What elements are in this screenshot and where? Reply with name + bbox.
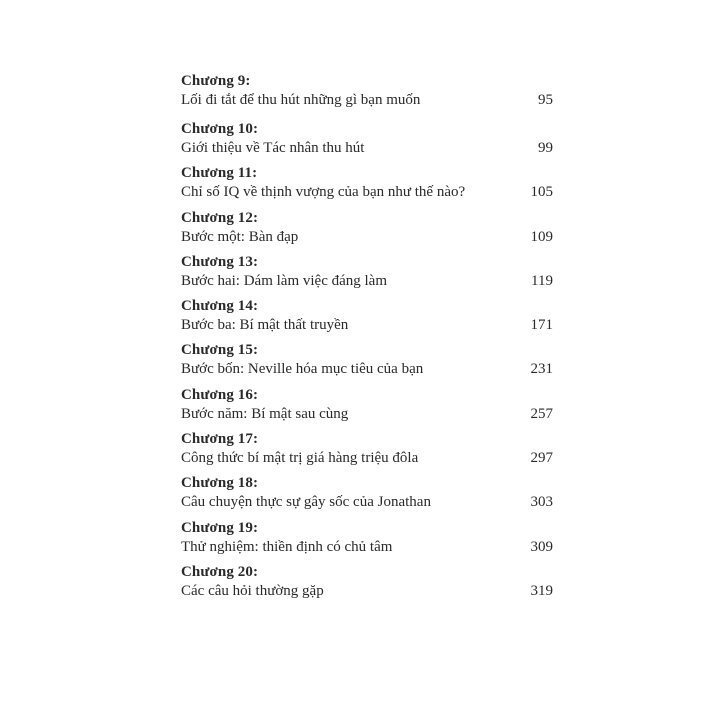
chapter-number: Chương 9: (181, 73, 251, 89)
chapter-number: Chương 20: (181, 563, 259, 580)
toc-line (181, 492, 553, 512)
page-number: 303 (530, 494, 553, 511)
chapter-number: Chương 17: (181, 431, 259, 448)
toc-entry-chapter-20 (181, 563, 553, 607)
chapter-number: Chương 16: (181, 386, 259, 403)
chapter-number: Chương 10: (181, 121, 259, 137)
toc-line (181, 359, 553, 379)
toc-line (181, 182, 553, 202)
chapter-title: Bước một: Bàn đạp (181, 228, 299, 245)
toc-line (181, 271, 553, 291)
chapter-number: Chương 12: (181, 209, 259, 226)
toc-line (181, 90, 553, 110)
table-of-contents (181, 72, 553, 607)
toc-line (181, 404, 553, 424)
chapter-title: Bước bốn: Neville hóa mục tiêu của bạn (181, 361, 424, 378)
chapter-number: Chương 15: (181, 342, 259, 359)
chapter-title: Công thức bí mật trị giá hàng triệu đôla (181, 450, 419, 467)
page-number: 105 (530, 184, 553, 201)
page-number: 309 (530, 538, 553, 555)
page-number: 99 (538, 140, 553, 156)
chapter-number: Chương 13: (181, 253, 259, 270)
toc-entry-chapter-16 (181, 386, 553, 430)
chapter-title: Lối đi tắt để thu hút những gì bạn muốn (181, 92, 421, 108)
toc-line (181, 315, 553, 335)
page-number: 231 (530, 361, 553, 378)
chapter-number: Chương 14: (181, 298, 259, 315)
toc-entry-chapter-19 (181, 519, 553, 563)
chapter-title: Giới thiệu về Tác nhân thu hút (181, 140, 365, 156)
toc-entry-chapter-12 (181, 209, 553, 253)
page-number: 297 (530, 450, 553, 467)
toc-entry-chapter-10 (181, 120, 553, 164)
page-number: 171 (530, 317, 553, 334)
page-number: 109 (530, 228, 553, 245)
toc-line (181, 227, 553, 247)
toc-line (181, 581, 553, 601)
chapter-title: Thử nghiệm: thiền định có chủ tâm (181, 538, 393, 555)
toc-line (181, 448, 553, 468)
toc-line (181, 537, 553, 557)
chapter-number: Chương 19: (181, 519, 259, 536)
chapter-title: Câu chuyện thực sự gây sốc của Jonathan (181, 494, 431, 511)
toc-entry-chapter-17 (181, 430, 553, 474)
page-number: 119 (531, 272, 553, 289)
toc-entry-chapter-13 (181, 253, 553, 297)
toc-line (181, 138, 553, 158)
chapter-title: Chỉ số IQ về thịnh vượng của bạn như thế nào? (181, 184, 466, 201)
toc-entry-chapter-14 (181, 297, 553, 341)
page-number: 257 (530, 405, 553, 422)
chapter-title: Các câu hỏi thường gặp (181, 582, 324, 599)
page-number: 95 (538, 92, 553, 108)
chapter-title: Bước ba: Bí mật thất truyền (181, 317, 349, 334)
toc-entry-chapter-15 (181, 341, 553, 385)
toc-entry-chapter-11 (181, 164, 553, 208)
page-number: 319 (530, 582, 553, 599)
toc-entry-chapter-18 (181, 474, 553, 518)
chapter-title: Bước năm: Bí mật sau cùng (181, 405, 349, 422)
chapter-number: Chương 18: (181, 475, 259, 492)
toc-entry-chapter-9 (181, 72, 553, 120)
chapter-number: Chương 11: (181, 165, 258, 182)
chapter-title: Bước hai: Dám làm việc đáng làm (181, 272, 388, 289)
